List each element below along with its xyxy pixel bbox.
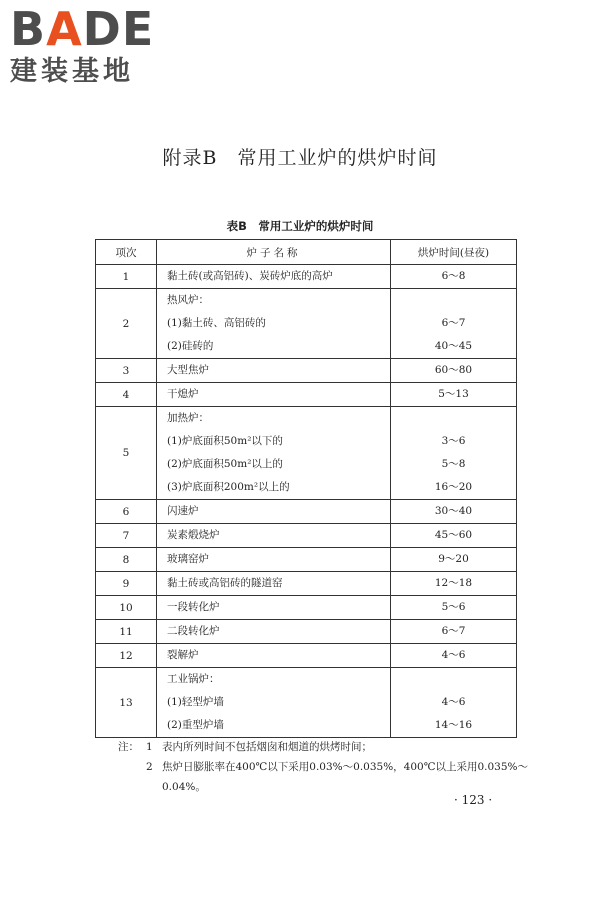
table-notes xyxy=(118,737,528,797)
drying-time-line: 4～6 xyxy=(441,649,466,661)
row-item-number: 2 xyxy=(96,289,157,359)
row-furnace-name xyxy=(157,359,391,383)
furnace-name-line: 炭素煅烧炉 xyxy=(167,529,220,541)
furnace-name-line: (3)炉底面积200m²以上的 xyxy=(167,481,290,493)
row-item-number: 3 xyxy=(96,359,157,383)
furnace-name-line: 热风炉： xyxy=(167,294,209,306)
row-item-number: 5 xyxy=(96,407,157,500)
logo-wordmark: BADE xyxy=(10,2,155,56)
table-row xyxy=(96,596,517,620)
drying-time-line xyxy=(391,668,516,691)
table-row xyxy=(96,265,517,289)
drying-time-line xyxy=(391,289,516,312)
row-drying-time xyxy=(391,383,517,407)
furnace-name-line: 干熄炉 xyxy=(167,388,199,400)
drying-time-line: 16～20 xyxy=(434,481,473,493)
table-title: 表B 常用工业炉的烘炉时间 xyxy=(226,219,374,233)
note-item xyxy=(118,757,528,777)
row-furnace-name xyxy=(157,289,391,359)
row-drying-time xyxy=(391,548,517,572)
row-drying-time xyxy=(391,407,517,500)
row-furnace-name xyxy=(157,407,391,500)
bade-logo xyxy=(10,2,180,88)
furnace-name-line: (2)炉底面积50m²以上的 xyxy=(167,458,283,470)
row-furnace-name xyxy=(157,500,391,524)
drying-time-line: 6～8 xyxy=(441,270,466,282)
notes-label: 注： xyxy=(118,741,139,753)
drying-time-line: 5～8 xyxy=(441,458,466,470)
furnace-drying-time-table xyxy=(95,239,517,738)
furnace-name-line: 黏土砖(或高铝砖)、炭砖炉底的高炉 xyxy=(167,270,333,282)
row-item-number: 1 xyxy=(96,265,157,289)
note-text: 焦炉日膨胀率在400℃以下采用0.03%～0.035%，400℃以上采用0.035%～ xyxy=(162,761,529,773)
drying-time-line xyxy=(391,407,516,430)
drying-time-line: 12～18 xyxy=(434,577,473,589)
row-drying-time xyxy=(391,644,517,668)
furnace-name-line: 二段转化炉 xyxy=(167,625,220,637)
drying-time-line: 6～7 xyxy=(441,317,466,329)
table-row xyxy=(96,524,517,548)
note-text: 表内所列时间不包括烟囱和烟道的烘烤时间； xyxy=(162,741,372,753)
row-furnace-name xyxy=(157,383,391,407)
drying-time-line: 45～60 xyxy=(434,529,473,541)
row-item-number: 9 xyxy=(96,572,157,596)
page-number: · 123 · xyxy=(454,793,493,807)
drying-time-line: 3～6 xyxy=(441,435,466,447)
drying-time-line: 14～16 xyxy=(434,719,473,731)
row-drying-time xyxy=(391,524,517,548)
furnace-name-line: 裂解炉 xyxy=(167,649,199,661)
drying-time-line: 6～7 xyxy=(441,625,466,637)
header-furnace-name: 炉子名称 xyxy=(157,240,391,265)
drying-time-line: 30～40 xyxy=(434,505,473,517)
row-drying-time xyxy=(391,265,517,289)
row-item-number: 7 xyxy=(96,524,157,548)
furnace-name-line: 大型焦炉 xyxy=(167,364,209,376)
furnace-name-line: (1)黏土砖、高铝砖的 xyxy=(167,317,266,329)
row-furnace-name xyxy=(157,265,391,289)
row-drying-time xyxy=(391,359,517,383)
row-item-number: 12 xyxy=(96,644,157,668)
note-text-continued: 0.04%。 xyxy=(162,781,206,793)
table-row xyxy=(96,289,517,359)
table-row xyxy=(96,620,517,644)
row-furnace-name xyxy=(157,644,391,668)
row-item-number: 13 xyxy=(96,668,157,738)
furnace-name-line: (1)炉底面积50m²以下的 xyxy=(167,435,283,447)
furnace-name-line: 一段转化炉 xyxy=(167,601,220,613)
drying-time-line: 5～6 xyxy=(441,601,466,613)
row-furnace-name xyxy=(157,596,391,620)
table-row xyxy=(96,407,517,500)
table-row xyxy=(96,548,517,572)
row-furnace-name xyxy=(157,572,391,596)
row-drying-time xyxy=(391,620,517,644)
drying-time-line: 4～6 xyxy=(441,696,466,708)
appendix-title: 附录B 常用工业炉的烘炉时间 xyxy=(162,147,438,169)
furnace-name-line: 加热炉： xyxy=(167,412,209,424)
row-drying-time xyxy=(391,500,517,524)
header-item-number: 项次 xyxy=(96,240,157,265)
table-row xyxy=(96,500,517,524)
drying-time-line: 60～80 xyxy=(434,364,473,376)
header-drying-time: 烘炉时间(昼夜) xyxy=(391,240,517,265)
drying-time-line: 40～45 xyxy=(434,340,473,352)
furnace-name-line: (1)轻型炉墙 xyxy=(167,696,224,708)
table-header-row xyxy=(96,240,517,265)
note-item xyxy=(118,737,528,757)
table-row xyxy=(96,644,517,668)
row-furnace-name xyxy=(157,668,391,738)
row-furnace-name xyxy=(157,620,391,644)
furnace-name-line: 工业锅炉： xyxy=(167,673,220,685)
table-body xyxy=(96,265,517,738)
logo-subtitle: 建装基地 xyxy=(10,56,134,87)
table-row xyxy=(96,383,517,407)
furnace-name-line: (2)重型炉墙 xyxy=(167,719,224,731)
row-drying-time xyxy=(391,289,517,359)
furnace-name-line: 玻璃窑炉 xyxy=(167,553,209,565)
furnace-name-line: (2)硅砖的 xyxy=(167,340,214,352)
row-furnace-name xyxy=(157,548,391,572)
drying-time-line: 5～13 xyxy=(438,388,469,400)
row-drying-time xyxy=(391,596,517,620)
row-furnace-name xyxy=(157,524,391,548)
row-item-number: 10 xyxy=(96,596,157,620)
furnace-name-line: 黏土砖或高铝砖的隧道窑 xyxy=(167,577,283,589)
row-item-number: 6 xyxy=(96,500,157,524)
table-row xyxy=(96,572,517,596)
note-index: 1 xyxy=(146,741,153,753)
table-row xyxy=(96,668,517,738)
row-item-number: 4 xyxy=(96,383,157,407)
drying-time-line: 9～20 xyxy=(438,553,469,565)
note-index: 2 xyxy=(146,761,153,773)
row-drying-time xyxy=(391,572,517,596)
furnace-name-line: 闪速炉 xyxy=(167,505,199,517)
table-row xyxy=(96,359,517,383)
row-drying-time xyxy=(391,668,517,738)
row-item-number: 8 xyxy=(96,548,157,572)
row-item-number: 11 xyxy=(96,620,157,644)
